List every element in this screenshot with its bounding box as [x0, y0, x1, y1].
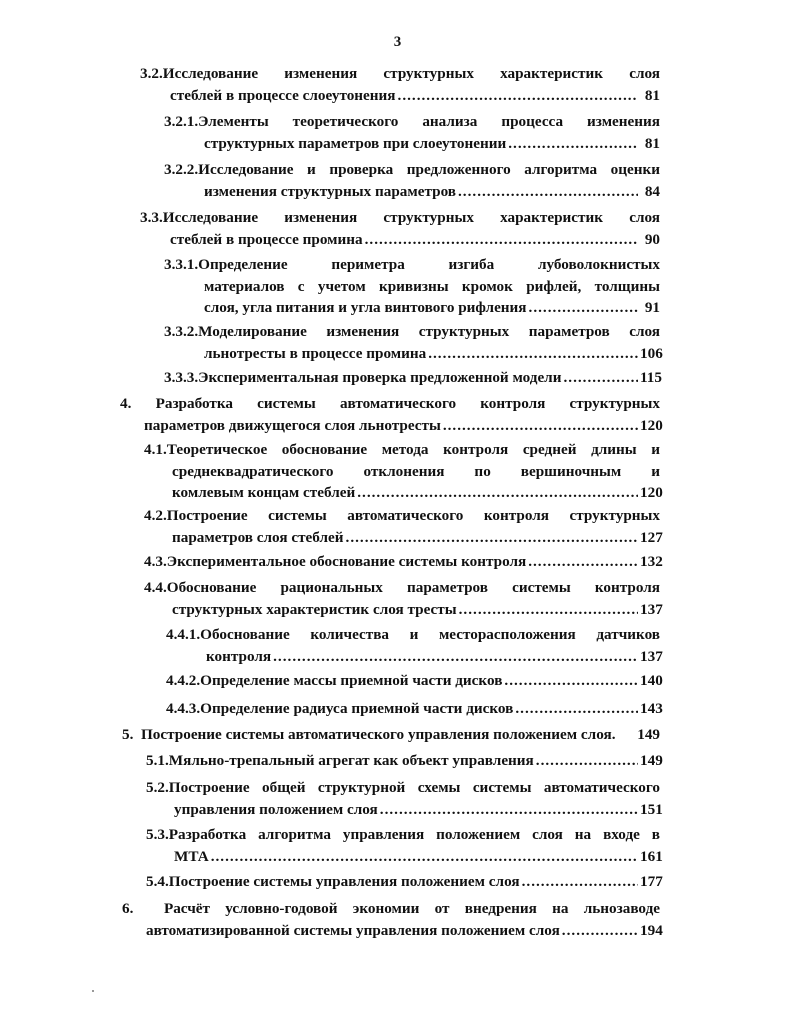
toc-line: Построение общей структурной схемы системы автоматического — [168, 779, 660, 796]
toc-page: 81 — [644, 86, 660, 104]
toc-entry-4-2 — [144, 505, 663, 548]
toc-num: 5. — [122, 726, 134, 743]
toc-page: 161 — [640, 847, 663, 865]
toc-line: Обоснование рациональных параметров системы контроля — [166, 579, 660, 596]
toc-page: 127 — [640, 528, 663, 546]
toc-line: Разработка алгоритма управления положением слоя на входе в — [168, 826, 660, 843]
toc-last-line: Экспериментальная проверка предложенной модели — [198, 369, 562, 386]
toc-last-line: структурных параметров при слоеутонении — [204, 134, 507, 152]
toc-page: 84 — [644, 182, 660, 200]
toc-num: 5.1. — [146, 752, 169, 769]
toc-line: Построение системы автоматического контроля структурных — [166, 507, 660, 524]
toc-entry-3-2-2 — [164, 159, 660, 202]
toc-entry-3-3-3 — [164, 367, 660, 389]
toc-last-line: стеблей в процессе промина — [170, 230, 363, 248]
toc-page: 91 — [644, 299, 660, 316]
toc-num: 4.4.3. — [166, 700, 201, 717]
toc-page: 132 — [640, 553, 663, 570]
toc-line: Исследование изменения структурных характеристик слоя — [162, 209, 660, 226]
toc-num: 4. — [120, 395, 132, 412]
toc-entry-4-4 — [144, 577, 663, 620]
toc-entry-4-1 — [144, 439, 663, 504]
toc-entry-3-2-1 — [164, 111, 660, 154]
toc-last-line: Определение радиуса приемной части дисков — [200, 700, 514, 717]
toc-entry-4-4-3 — [166, 698, 663, 720]
toc-num: 3.2.2. — [164, 161, 199, 178]
toc-last-line: Построение системы автоматического управления положением слоя. — [140, 726, 616, 743]
page-number: 3 — [393, 34, 402, 50]
toc-last-line: параметров движущегося слоя льнотресты — [144, 416, 441, 434]
toc-entry-5-4 — [146, 871, 663, 893]
toc-entry-3-3 — [140, 207, 660, 250]
toc-entry-4-3 — [144, 551, 663, 573]
toc-num: 5.4. — [146, 873, 169, 890]
toc-line: материалов с учетом кривизны кромок рифлей, толщины — [204, 277, 660, 295]
toc-entry-4-4-1 — [166, 624, 663, 667]
toc-last-line: стеблей в процессе слоеутонения — [170, 86, 396, 104]
toc-page: 137 — [640, 600, 663, 618]
toc-entry-4 — [120, 393, 663, 436]
toc-line: Моделирование изменения структурных параметров слоя — [198, 323, 660, 340]
toc-last-line: МТА — [174, 847, 209, 865]
toc-last-line: изменения структурных параметров — [204, 182, 456, 200]
toc-last-line: Определение массы приемной части дисков — [200, 672, 503, 689]
toc-num: 3.2.1. — [164, 113, 199, 130]
toc-num: 3.2. — [140, 65, 163, 82]
toc-entry-5-1 — [146, 750, 663, 772]
toc-last-line: структурных характеристик слоя тресты — [172, 600, 457, 618]
toc-last-line: комлевым концам стеблей — [172, 484, 356, 501]
toc-entry-5 — [122, 724, 660, 746]
toc-last-line: Экспериментальное обоснование системы контроля — [166, 553, 527, 570]
toc-num: 4.2. — [144, 507, 167, 524]
toc-last-line: льнотресты в процессе промина — [204, 344, 427, 362]
toc-num: 5.2. — [146, 779, 169, 796]
toc-page: 143 — [640, 700, 663, 717]
toc-num: 3.3.1. — [164, 256, 199, 273]
toc-entry-3-2 — [140, 63, 660, 106]
toc-last-line: автоматизированной системы управления положением слоя — [146, 921, 560, 939]
toc-page: 115 — [640, 369, 662, 386]
toc-page: 120 — [640, 484, 663, 501]
toc-page: 106 — [640, 344, 663, 362]
toc-page: 149 — [640, 752, 663, 769]
toc-last-line: Мяльно-трепальный агрегат как объект управления — [168, 752, 534, 769]
toc-num: 4.3. — [144, 553, 167, 570]
toc-line: Обоснование количества и месторасположения датчиков — [200, 626, 660, 643]
toc-last-line: Построение системы управления положением слоя — [168, 873, 520, 890]
toc-line: среднеквадратического отклонения по вершиночным и — [172, 462, 660, 480]
toc-num: 4.1. — [144, 441, 167, 458]
toc-entry-5-3 — [146, 824, 663, 867]
toc-num: 4.4.2. — [166, 672, 201, 689]
toc-entry-5-2 — [146, 777, 663, 820]
toc-last-line: слоя, угла питания и угла винтового рифления — [204, 299, 527, 316]
toc-last-line: контроля — [206, 647, 272, 665]
toc-page: 81 — [644, 134, 660, 152]
scan-speck — [92, 990, 94, 992]
toc-num: 3.3.3. — [164, 369, 199, 386]
toc-entry-3-3-1 — [164, 254, 660, 319]
toc-line: Исследование и проверка предложенного алгоритма оценки — [198, 161, 660, 178]
toc-num: 5.3. — [146, 826, 169, 843]
toc-page: 120 — [640, 416, 663, 434]
toc-page: 194 — [640, 921, 663, 939]
toc-page: 177 — [640, 873, 663, 890]
toc-line: Расчёт условно-годовой экономии от внедрения на льнозаводе — [163, 900, 661, 917]
toc-line: Исследование изменения структурных характеристик слоя — [162, 65, 660, 82]
toc-page: 90 — [644, 230, 660, 248]
toc-line: Элементы теоретического анализа процесса изменения — [198, 113, 660, 130]
toc-page: 137 — [640, 647, 663, 665]
toc-line: Теоретическое обоснование метода контроля средней длины и — [166, 441, 660, 458]
toc-num: 4.4.1. — [166, 626, 201, 643]
toc-page: 151 — [640, 800, 663, 818]
toc-entry-4-4-2 — [166, 670, 663, 692]
toc-line: Разработка системы автоматического контроля структурных — [155, 395, 661, 412]
toc-last-line: параметров слоя стеблей — [172, 528, 344, 546]
toc-entry-3-3-2 — [164, 321, 663, 364]
toc-page: 149 — [637, 726, 660, 743]
toc-num: 3.3. — [140, 209, 163, 226]
toc-page: 140 — [640, 672, 663, 689]
toc-entry-6 — [122, 898, 663, 941]
toc-num: 3.3.2. — [164, 323, 199, 340]
toc-num: 6. — [122, 900, 134, 917]
toc-last-line: управления положением слоя — [174, 800, 378, 818]
toc-line: Определение периметра изгиба лубоволокнистых — [198, 256, 660, 273]
toc-num: 4.4. — [144, 579, 167, 596]
